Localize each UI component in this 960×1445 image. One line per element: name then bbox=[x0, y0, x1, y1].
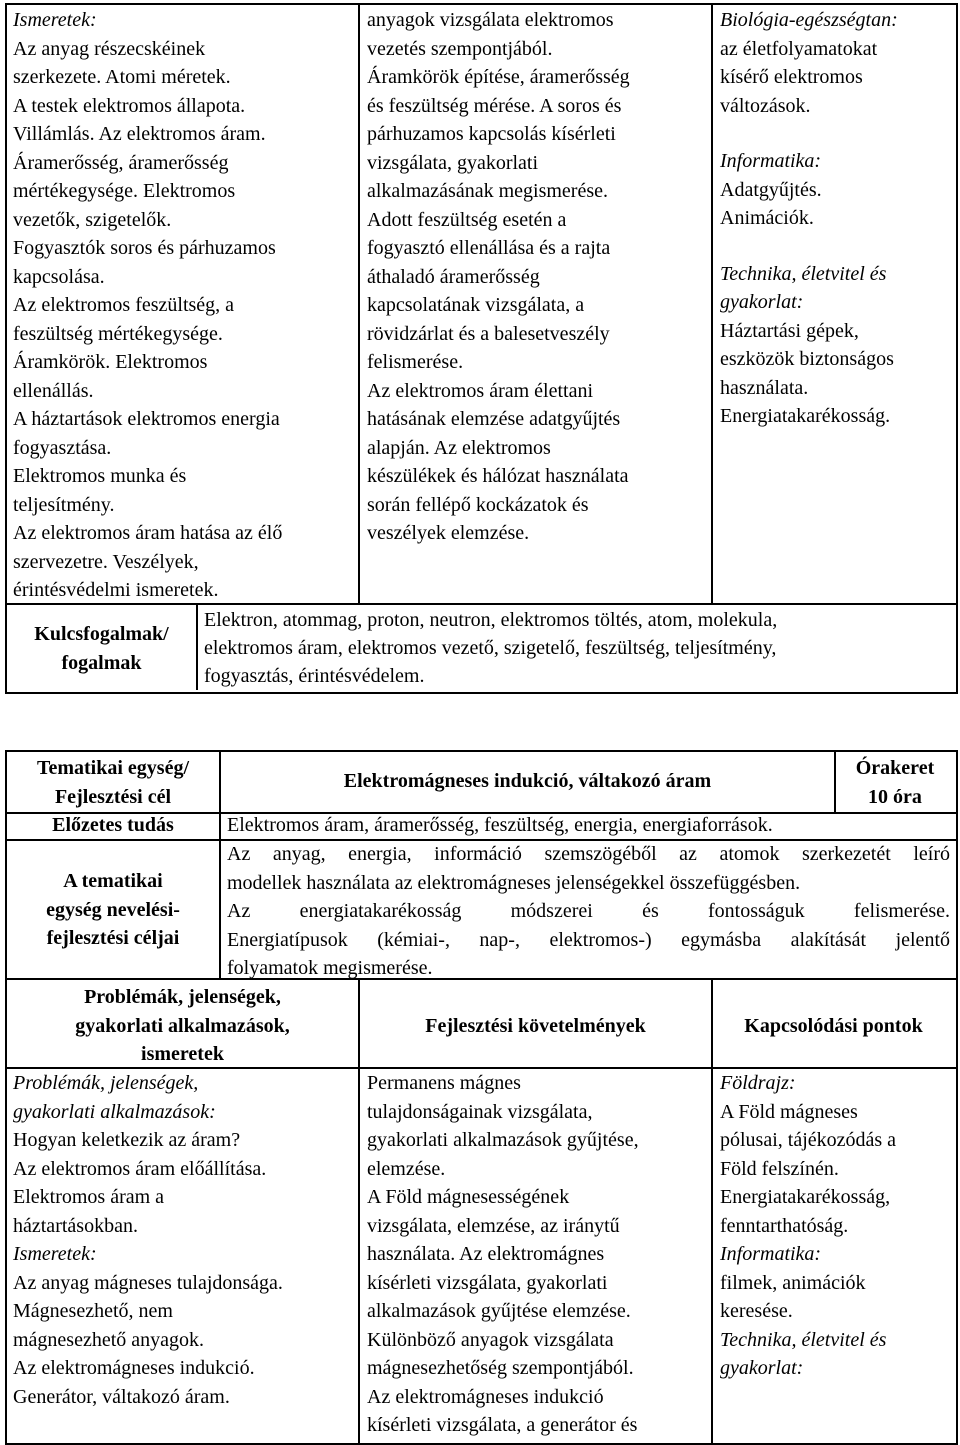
text-line: hatásának elemzése adatgyűjtés bbox=[367, 408, 621, 430]
text-line: filmek, animációk bbox=[720, 1271, 866, 1294]
text-line: Az elektromos áram hatása az élő bbox=[13, 522, 283, 544]
text-line: Föld felszínén. bbox=[720, 1157, 839, 1180]
text-line: Háztartási gépek, bbox=[720, 319, 859, 342]
requirements-column bbox=[367, 1069, 709, 1440]
section-heading: Ismeretek: bbox=[13, 1243, 97, 1265]
text-line: Permanens mágnes bbox=[367, 1072, 521, 1094]
text-line: rövidzárlat és a balesetveszély bbox=[367, 322, 610, 345]
key-concepts-label: Kulcsfogalmak/ fogalmak bbox=[34, 623, 169, 674]
text-line: használata. Az elektromágnes bbox=[367, 1243, 605, 1265]
text-line: A háztartások elektromos energia bbox=[13, 408, 280, 430]
table2-divider-col1 bbox=[358, 978, 360, 1443]
text-line: A Föld mágneses bbox=[720, 1100, 858, 1123]
section-heading: Ismeretek: bbox=[13, 9, 97, 31]
text-line: vizsgálata, elemzése, az iránytű bbox=[367, 1214, 620, 1237]
text-line: az életfolyamatokat bbox=[720, 37, 878, 60]
text-line: Energiatakarékosság, bbox=[720, 1186, 891, 1208]
text-line: szerkezete. Atomi méretek. bbox=[13, 66, 231, 88]
text-line: kísérleti vizsgálata, a generátor és bbox=[367, 1414, 638, 1436]
spacer bbox=[720, 233, 952, 260]
text-line: háztartásokban. bbox=[13, 1214, 138, 1237]
text-line: A testek elektromos állapota. bbox=[13, 94, 246, 117]
text-line: Az anyag mágneses tulajdonsága. bbox=[13, 1271, 283, 1294]
text-line: mértékegysége. Elektromos bbox=[13, 180, 236, 202]
text-line: használata. bbox=[720, 376, 809, 399]
text-line: vezetés szempontjából. bbox=[367, 37, 553, 60]
text-line: Az anyag, energia, információ szemszögéből az atomok szerkezetét leíró bbox=[227, 843, 950, 865]
goals-text bbox=[227, 840, 950, 983]
text-line: alkalmazások gyűjtése elemzése. bbox=[367, 1300, 631, 1322]
text-line: Az anyag részecskéinek bbox=[13, 37, 206, 60]
section-heading: gyakorlat: bbox=[720, 1357, 804, 1379]
section-heading: Problémák, jelenségek, bbox=[13, 1072, 199, 1094]
text-line: Adott feszültség esetén a bbox=[367, 208, 567, 231]
text-line: vezetők, szigetelők. bbox=[13, 208, 172, 231]
text-line: Energiatakarékosság. bbox=[720, 405, 891, 427]
connection-points-column-2 bbox=[720, 1069, 952, 1383]
text-line: mágnesezhetőség szempontjából. bbox=[367, 1357, 634, 1379]
text-line: során fellépő kockázatok és bbox=[367, 493, 589, 516]
text-line: elemzése. bbox=[367, 1157, 446, 1180]
text-line: fogyasztó ellenállása és a rajta bbox=[367, 237, 611, 259]
text-line: Villámlás. Az elektromos áram. bbox=[13, 123, 266, 145]
text-line: tulajdonságainak vizsgálata, bbox=[367, 1100, 593, 1123]
text-line: A Föld mágnesességének bbox=[367, 1186, 570, 1208]
thematic-unit-label: Tematikai egység/ Fejlesztési cél bbox=[36, 757, 190, 808]
text-line: Áramerősség, áramerősség bbox=[13, 151, 229, 174]
text-line: mágnesezhető anyagok. bbox=[13, 1328, 205, 1351]
development-requirements-column bbox=[367, 6, 709, 548]
knowledge-column bbox=[13, 6, 355, 605]
text-line: Elektromos áram a bbox=[13, 1186, 165, 1208]
text-line: kapcsolatának vizsgálata, a bbox=[367, 294, 585, 316]
text-line: modellek használata az elektromágneses jelenségekkel összefüggésben. bbox=[227, 871, 801, 894]
problems-knowledge-column bbox=[13, 1069, 355, 1411]
key-concepts-text: Elektron, atommag, proton, neutron, elektromos töltés, atom, molekula, elektromos áram, elektromos vezető, szigetelő, feszültség, teljesítmény, fogyasztás, érintésvédelem. bbox=[204, 609, 778, 687]
text-line: Fogyasztók soros és párhuzamos bbox=[13, 237, 276, 259]
spacer bbox=[720, 120, 952, 147]
text-line: Az elektromos áram élettani bbox=[367, 379, 594, 402]
text-line: Áramkörök. Elektromos bbox=[13, 351, 208, 373]
text-line: Az elektromágneses indukció bbox=[367, 1385, 604, 1408]
text-line: teljesítmény. bbox=[13, 493, 115, 516]
text-line: változások. bbox=[720, 94, 811, 117]
text-line: párhuzamos kapcsolás kísérleti bbox=[367, 123, 616, 145]
text-line: alkalmazásának megismerése. bbox=[367, 180, 608, 202]
text-line: gyakorlati alkalmazások gyűjtése, bbox=[367, 1129, 639, 1151]
table1-divider-keylabel bbox=[196, 603, 198, 690]
text-line: áthaladó áramerősség bbox=[367, 265, 540, 288]
text-line: Az elektromágneses indukció. bbox=[13, 1357, 255, 1379]
text-line: készülékek és hálózat használata bbox=[367, 465, 629, 487]
time-frame-value: 10 óra bbox=[868, 785, 922, 808]
header-connections: Kapcsolódási pontok bbox=[744, 1015, 923, 1037]
text-line: Áramkörök építése, áramerősség bbox=[367, 66, 630, 88]
section-heading: Földrajz: bbox=[720, 1072, 796, 1094]
text-line: Különböző anyagok vizsgálata bbox=[367, 1328, 614, 1351]
text-line: veszélyek elemzése. bbox=[367, 522, 530, 544]
thematic-unit-title: Elektromágneses indukció, váltakozó áram bbox=[343, 770, 712, 792]
text-line: fenntarthatóság. bbox=[720, 1214, 849, 1237]
text-line: vizsgálata, gyakorlati bbox=[367, 151, 539, 174]
text-line: alapján. Az elektromos bbox=[367, 436, 551, 459]
text-line: anyagok vizsgálata elektromos bbox=[367, 9, 614, 31]
text-line: kísérő elektromos bbox=[720, 66, 863, 88]
section-heading: gyakorlat: bbox=[720, 291, 804, 313]
text-line: kapcsolása. bbox=[13, 265, 105, 288]
text-line: kísérleti vizsgálata, gyakorlati bbox=[367, 1271, 608, 1294]
text-line: keresése. bbox=[720, 1300, 793, 1322]
section-heading: Technika, életvitel és bbox=[720, 1328, 887, 1351]
text-line: Mágnesezhető, nem bbox=[13, 1300, 173, 1322]
table1-divider-col1 bbox=[358, 3, 360, 603]
text-line: szervezetre. Veszélyek, bbox=[13, 550, 199, 573]
text-line: Hogyan keletkezik az áram? bbox=[13, 1129, 241, 1151]
text-line: Animációk. bbox=[720, 207, 814, 229]
text-line: eszközök biztonságos bbox=[720, 348, 894, 370]
text-line: Az energiatakarékosság módszerei és fontosságuk felismerése. bbox=[227, 900, 950, 922]
section-heading: Technika, életvitel és bbox=[720, 262, 887, 285]
time-frame-cell bbox=[836, 754, 954, 811]
text-line: Energiatípusok (kémiai-, nap-, elektromos-) egymásba alakítását jelentő bbox=[227, 928, 950, 951]
section-heading: Informatika: bbox=[720, 150, 822, 172]
text-line: pólusai, tájékozódás a bbox=[720, 1129, 897, 1151]
table1-divider-col2 bbox=[711, 3, 713, 603]
text-line: feszültség mértékegysége. bbox=[13, 322, 223, 345]
text-line: felismerése. bbox=[367, 351, 464, 373]
header-problems: Problémák, jelenségek, gyakorlati alkalmazások, ismeretek bbox=[75, 986, 290, 1065]
text-line: érintésvédelmi ismeretek. bbox=[13, 579, 219, 601]
text-line: fogyasztása. bbox=[13, 436, 112, 459]
connection-points-column bbox=[720, 6, 952, 431]
text-line: és feszültség mérése. A soros és bbox=[367, 94, 622, 117]
header-requirements: Fejlesztési követelmények bbox=[425, 1015, 646, 1037]
text-line: Elektromos munka és bbox=[13, 465, 187, 487]
text-line: Az elektromos feszültség, a bbox=[13, 294, 235, 316]
time-frame-label: Órakeret bbox=[855, 757, 935, 779]
text-line: Adatgyűjtés. bbox=[720, 178, 822, 201]
text-line: ellenállás. bbox=[13, 379, 94, 402]
prior-knowledge-label: Előzetes tudás bbox=[52, 814, 174, 836]
text-line: Generátor, váltakozó áram. bbox=[13, 1385, 230, 1408]
section-heading: gyakorlati alkalmazások: bbox=[13, 1100, 216, 1123]
goals-label: A tematikai egység nevelési- fejlesztési céljai bbox=[46, 870, 180, 949]
text-line: Az elektromos áram előállítása. bbox=[13, 1157, 267, 1180]
prior-knowledge-text: Elektromos áram, áramerősség, feszültség, energia, energiaforrások. bbox=[227, 814, 773, 836]
section-heading: Informatika: bbox=[720, 1243, 822, 1265]
section-heading: Biológia-egészségtan: bbox=[720, 9, 898, 31]
text-line: folyamatok megismerése. bbox=[227, 957, 433, 979]
table2-divider-col2 bbox=[711, 978, 713, 1443]
